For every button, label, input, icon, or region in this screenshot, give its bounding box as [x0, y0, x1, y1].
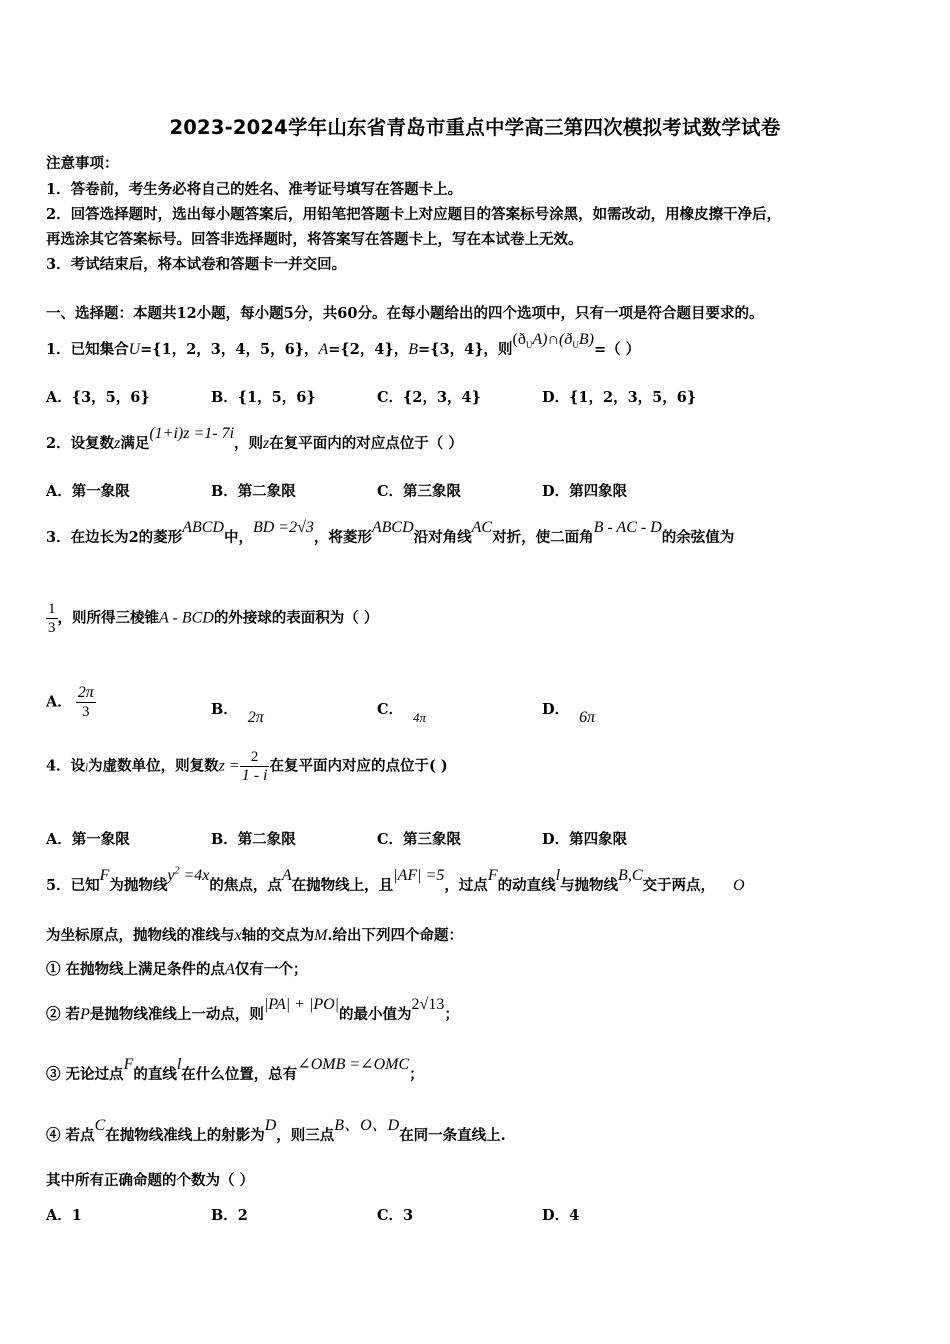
- q3-option-a[interactable]: A． $\frac{2\pi}{3}$: [46, 684, 94, 720]
- parabola-equation: $y^2 =4x$: [167, 865, 210, 884]
- notice-heading: 注意事项：: [46, 155, 119, 172]
- statement-3: ③ 无论过点F的直线l在什么位置，总有∠OMB =∠OMC；: [46, 1056, 424, 1083]
- statement-2: ② 若P是抛物线准线上一动点，则|PA| + |PO|的最小值为2√13；: [46, 996, 459, 1023]
- q5-option-b[interactable]: B．2: [211, 1207, 248, 1224]
- q4-option-a[interactable]: A．第一象限: [46, 831, 130, 848]
- notice-item-3: 3．考试结束后，将本试卷和答题卡一并交回。: [46, 256, 347, 273]
- question-4: 4．设i为虚数单位，则复数z = $\frac{2}{1 - i}$ 在复平面内对应的点位于( ): [46, 749, 448, 784]
- set-complement-expression: $(ð_UA)\cap(ð_UB)$: [512, 331, 594, 351]
- notice-item-2-cont: 再选涂其它答案标号。回答非选择题时，将答案写在答题卡上，写在本试卷上无效。: [46, 231, 583, 248]
- q2-option-b[interactable]: B．第二象限: [211, 483, 296, 500]
- statement-1: ① 在抛物线上满足条件的点A仅有一个；: [46, 961, 308, 978]
- q3-option-c[interactable]: C． 4π: [377, 701, 427, 725]
- question-1: 1．已知集合U={1，2，3，4，5，6}，A={2，4}，B={3，4}，则$(ð_UA)\cap(ð_UB)=$（ ）: [46, 331, 641, 358]
- q4-option-d[interactable]: D．第四象限: [542, 831, 628, 848]
- q2-option-a[interactable]: A．第一象限: [46, 483, 130, 500]
- q3-option-b[interactable]: B． 2π: [211, 701, 264, 726]
- q1-option-c[interactable]: C．{2，3，4}: [377, 389, 481, 406]
- q5-option-a[interactable]: A．1: [46, 1207, 82, 1224]
- question-3-cont: $\frac{1}{3}$ ，则所得三棱锥A - BCD的外接球的表面积为（ ）: [48, 601, 379, 636]
- q1-option-a[interactable]: A．{3，5，6}: [46, 389, 150, 406]
- exam-title: 2023-2024学年山东省青岛市重点中学高三第四次模拟考试数学试卷: [169, 116, 781, 139]
- q5-option-d[interactable]: D．4: [542, 1207, 580, 1224]
- question-5: 5．已知F为抛物线$y^2 =4x$的焦点，点A在抛物线上，且|AF| =5，过点F的动直线l与抛物线B,C交于两点， O: [46, 865, 745, 894]
- fraction-one-third: $\frac{1}{3}$: [48, 601, 56, 636]
- section-heading: 一、选择题：本题共12小题，每小题5分，共60分。在每小题给出的四个选项中，只有一项是符合题目要求的。: [46, 305, 764, 322]
- q5-option-c[interactable]: C．3: [377, 1207, 414, 1224]
- q2-option-c[interactable]: C．第三象限: [377, 483, 462, 500]
- q2-option-d[interactable]: D．第四象限: [542, 483, 628, 500]
- q1-option-b[interactable]: B．{1，5，6}: [211, 389, 316, 406]
- question-5-line-2: 为坐标原点，抛物线的准线与x轴的交点为M.给出下列四个命题：: [46, 927, 463, 944]
- question-2: 2．设复数z满足(1+i)z =1- 7i，则z在复平面内的对应点位于（ ）: [46, 425, 463, 452]
- question-5-ask: 其中所有正确命题的个数为（ ）: [46, 1172, 255, 1189]
- notice-item-1: 1．答卷前，考生务必将自己的姓名、准考证号填写在答题卡上。: [46, 181, 463, 198]
- q1-option-d[interactable]: D．{1，2，3，5，6}: [542, 389, 697, 406]
- question-3: 3．在边长为2的菱形ABCD中，BD =2√3，将菱形ABCD沿对角线AC对折，使二面角B - AC - D的余弦值为: [46, 519, 735, 546]
- complex-fraction: $\frac{2}{1 - i}$: [241, 749, 268, 784]
- q3-option-d[interactable]: D． 6π: [542, 701, 596, 726]
- statement-4: ④ 若点C在抛物线准线上的射影为D，则三点B、O、D在同一条直线上.: [46, 1117, 506, 1144]
- complex-equation: (1+i)z =1- 7i: [149, 425, 235, 442]
- q4-option-c[interactable]: C．第三象限: [377, 831, 462, 848]
- notice-item-2: 2．回答选择题时，选出每小题答案后，用铅笔把答题卡上对应题目的答案标号涂黑，如需改动，用橡皮擦干净后，: [46, 206, 782, 223]
- q4-option-b[interactable]: B．第二象限: [211, 831, 296, 848]
